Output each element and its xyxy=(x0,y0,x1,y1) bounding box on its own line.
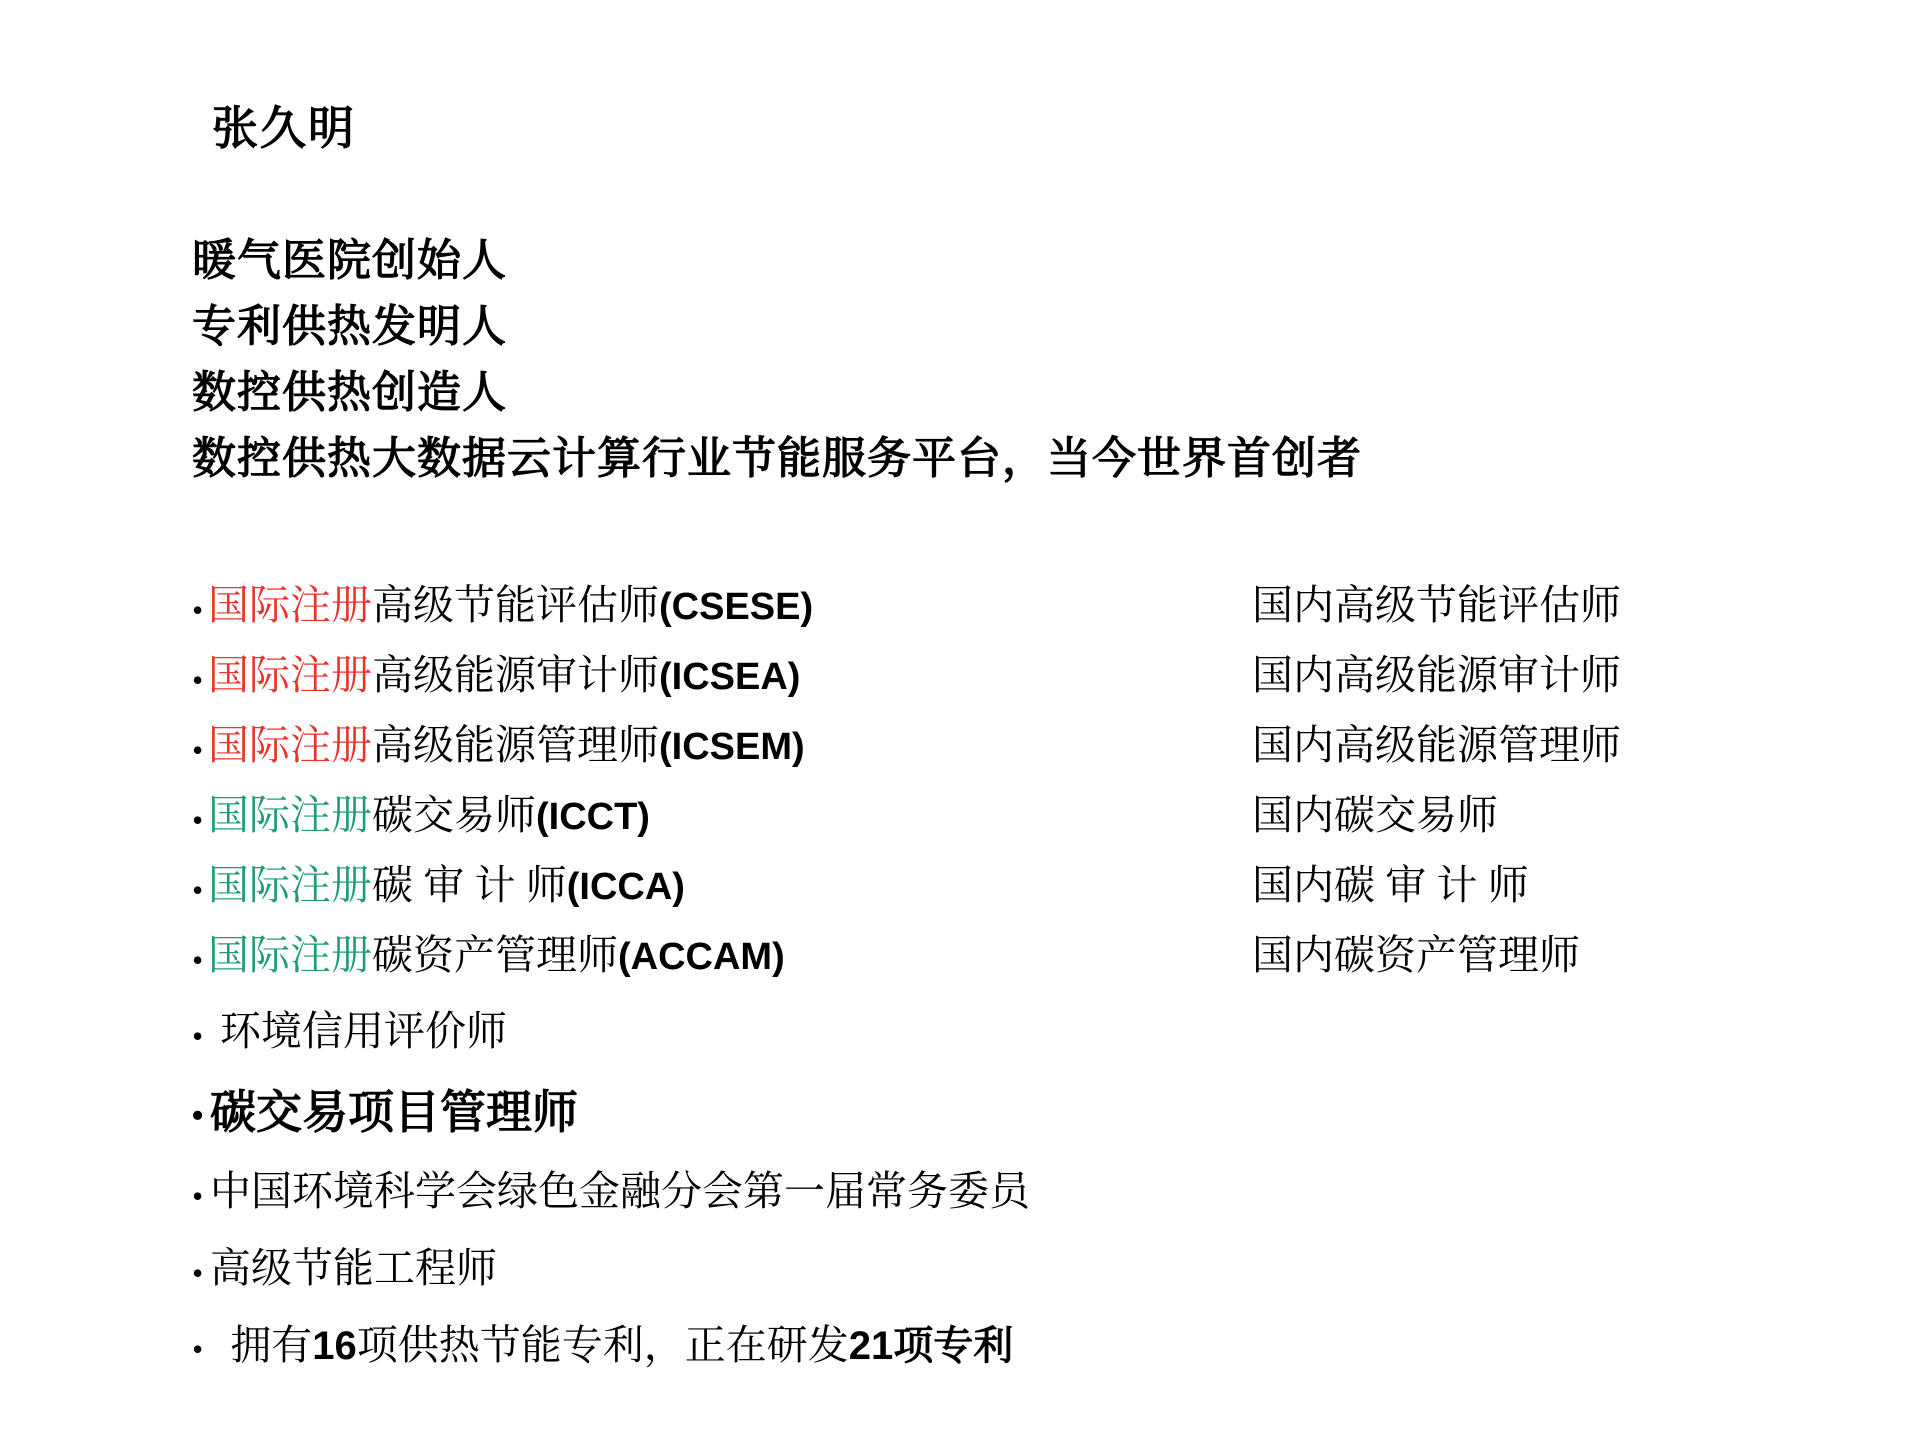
domestic-certification: 国内高级能源管理师 xyxy=(1252,722,1621,768)
certification-name: 碳资产管理师 xyxy=(372,932,618,978)
domestic-certification: 国内碳交易师 xyxy=(1252,792,1498,838)
certification-code: (ICCT) xyxy=(536,796,650,838)
intl-registration-label: 国际注册 xyxy=(208,722,372,768)
intl-registration-label: 国际注册 xyxy=(208,582,372,628)
certification-name: 碳 审 计 师 xyxy=(372,862,567,908)
credential-label: 高级节能工程师 xyxy=(210,1245,497,1292)
title-line-2: 专利供热发明人 xyxy=(192,302,507,351)
credential-label: 碳交易项目管理师 xyxy=(210,1085,578,1138)
certification-list xyxy=(192,570,1912,990)
intl-registration-label: 国际注册 xyxy=(208,932,372,978)
certification-row xyxy=(192,640,1912,710)
credential-item xyxy=(192,1155,1912,1232)
intl-registration-label: 国际注册 xyxy=(208,652,372,698)
title-block xyxy=(192,228,1362,492)
domestic-certification: 国内高级节能评估师 xyxy=(1252,582,1621,628)
certification-code: (ICSEM) xyxy=(659,726,805,768)
certification-name: 高级节能评估师 xyxy=(372,582,659,628)
title-line-4: 数控供热大数据云计算行业节能服务平台，当今世界首创者 xyxy=(192,434,1362,483)
bullet-icon: • xyxy=(192,591,204,628)
bullet-icon: • xyxy=(192,1017,204,1054)
bullet-icon: • xyxy=(192,801,204,838)
certification-name: 碳交易师 xyxy=(372,792,536,838)
domestic-certification: 国内碳 审 计 师 xyxy=(1252,862,1529,908)
intl-registration-label: 国际注册 xyxy=(208,862,372,908)
certification-code: (ICCA) xyxy=(566,866,685,908)
domestic-certification: 国内碳资产管理师 xyxy=(1252,932,1580,978)
bullet-icon: • xyxy=(192,1097,204,1134)
presenter-name: 张久明 xyxy=(212,102,356,154)
credential-item xyxy=(192,995,1912,1072)
additional-credentials-list xyxy=(192,995,1912,1385)
certification-name: 高级能源审计师 xyxy=(372,652,659,698)
intl-registration-label: 国际注册 xyxy=(208,792,372,838)
certification-row xyxy=(192,710,1912,780)
title-line-3: 数控供热创造人 xyxy=(192,368,507,417)
certification-row xyxy=(192,920,1912,990)
credential-item xyxy=(192,1232,1912,1309)
credential-label: 中国环境科学会绿色金融分会第一届常务委员 xyxy=(210,1168,1030,1215)
credential-label: 环境信用评价师 xyxy=(220,1008,507,1054)
certification-row xyxy=(192,850,1912,920)
certification-code: (ICSEA) xyxy=(659,656,801,698)
bullet-icon: • xyxy=(192,731,204,768)
patent-summary xyxy=(192,1309,1912,1386)
certification-code: (CSESE) xyxy=(659,586,814,628)
patent-text-part2: 项供热节能专利，正在研发 xyxy=(356,1321,849,1368)
certification-code: (ACCAM) xyxy=(618,936,785,978)
bullet-icon: • xyxy=(192,1331,204,1368)
bullet-icon: • xyxy=(192,941,204,978)
title-line-1: 暖气医院创始人 xyxy=(192,236,507,285)
patent-count-in-development: 21项专利 xyxy=(848,1323,1014,1368)
certification-row xyxy=(192,780,1912,850)
bullet-icon: • xyxy=(192,661,204,698)
credential-item-highlighted xyxy=(192,1072,1912,1156)
bullet-icon: • xyxy=(192,1178,204,1215)
domestic-certification: 国内高级能源审计师 xyxy=(1252,652,1621,698)
bullet-icon: • xyxy=(192,1254,204,1291)
bullet-icon: • xyxy=(192,871,204,908)
patent-count-owned: 16 xyxy=(312,1323,357,1368)
certification-row xyxy=(192,570,1912,640)
certification-name: 高级能源管理师 xyxy=(372,722,659,768)
patent-text-part1: 拥有 xyxy=(220,1321,313,1368)
